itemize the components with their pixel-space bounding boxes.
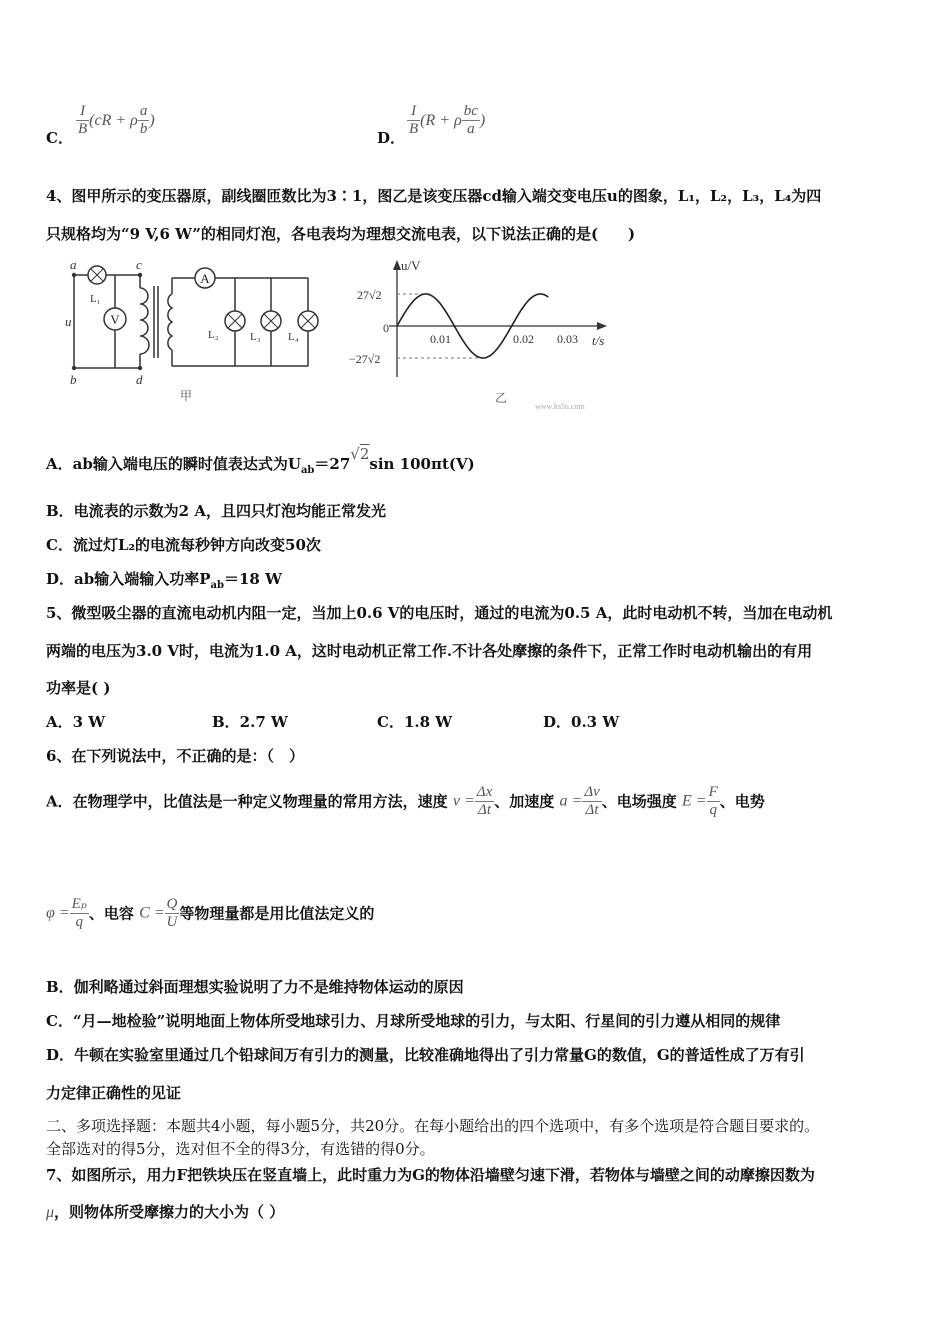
- voltmeter-label: V: [110, 312, 120, 327]
- q3-option-c-label: C．: [46, 129, 73, 147]
- q5-option-a: A．3 W: [46, 713, 106, 731]
- q4-opt-d-sub: ab: [210, 580, 224, 591]
- terminal-c-label: c: [136, 258, 142, 272]
- lamp-l3-label: L₃: [250, 331, 261, 343]
- lamp-l4-icon: [298, 311, 318, 331]
- figure-jia-circuit: [60, 258, 330, 408]
- d-inner-den: a: [467, 121, 475, 137]
- u-label: u: [65, 314, 72, 329]
- d-frac-den: B: [409, 121, 419, 137]
- q4-option-d: [46, 569, 282, 596]
- e-lhs: E =: [682, 792, 707, 810]
- phi-den: q: [75, 914, 83, 930]
- q4-opt-a-mid: ＝27: [314, 455, 351, 473]
- section2-heading-line2: 全部选对的得5分，选对但不全的得3分，有选错的得0分。: [46, 1140, 435, 1158]
- q6-option-d-line1: D．牛顿在实验室里通过几个铅球间万有引力的测量，比较准确地得出了引力常量G的数值，G的普适性成了万有引: [46, 1046, 805, 1064]
- q4-option-b: B．电流表的示数为2 A，且四只灯泡均能正常发光: [46, 502, 386, 520]
- q5-option-d: D．0.3 W: [543, 713, 620, 731]
- q6-opt-a-tail: 等物理量都是用比值法定义的: [179, 904, 375, 923]
- lamp-l1-icon: [88, 266, 106, 284]
- lamp-l2-label: L₂: [208, 329, 219, 341]
- y-tick-zero: 0: [383, 321, 389, 335]
- x-tick-0.03: 0.03: [557, 332, 578, 346]
- cap-den: U: [166, 914, 178, 930]
- q3-option-d-formula: [407, 103, 485, 138]
- caption-jia: 甲: [180, 389, 193, 403]
- q4-stem-line2: 只规格均为“9 V,6 W”的相同灯泡，各电表均为理想交流电表，以下说法正确的是( ): [46, 225, 636, 243]
- q4-opt-a-post: sin 100πt(V): [369, 455, 475, 473]
- q5-line2: 两端的电压为3.0 V时，电流为1.0 A，这时电动机正常工作.不计各处摩擦的条件下，正常工作时电动机输出的有用: [46, 642, 813, 660]
- secondary-coil: [168, 294, 172, 350]
- sqrt-icon: √2: [350, 445, 370, 463]
- sep-potential: 、电势: [719, 792, 765, 811]
- q5-line1: 5、微型吸尘器的直流电动机内阻一定，当加上0.6 V的电压时，通过的电流为0.5 A，此时电动机不转，当加在电动机: [46, 604, 833, 622]
- q7-line2: [46, 1202, 284, 1223]
- ammeter-icon: [195, 268, 215, 288]
- q6-opt-a-text1: A．在物理学中，比值法是一种定义物理量的常用方法，速度: [46, 792, 448, 811]
- q5-option-c: C．1.8 W: [377, 713, 453, 731]
- terminal-b-label: b: [70, 372, 77, 387]
- q6-option-a-line1: [46, 784, 765, 819]
- q4-opt-d-post: ＝18 W: [223, 570, 282, 588]
- x-tick-0.01: 0.01: [430, 332, 451, 346]
- c-inner-den: b: [139, 121, 148, 137]
- sep-capacitance: 、电容: [88, 904, 134, 923]
- q4-opt-a-label: A．: [46, 455, 73, 473]
- q7-line2-text: ，则物体所受摩擦力的大小为（ ）: [54, 1203, 285, 1221]
- q4-option-c: C．流过灯L₂的电流每秒钟方向改变50次: [46, 536, 321, 554]
- c-inner-num: a: [139, 103, 148, 119]
- c-lhs: C =: [139, 904, 165, 922]
- d-expr-pre: (R + ρ: [420, 112, 462, 129]
- c-expr-pre: (cR + ρ: [89, 112, 138, 129]
- phi-num: Eₚ: [71, 896, 87, 912]
- cap-num: Q: [166, 896, 178, 912]
- y-axis-label: u/V: [401, 258, 421, 273]
- q5-line3: 功率是( ): [46, 679, 111, 697]
- d-inner-num: bc: [463, 103, 478, 119]
- q3-option-c-formula: [76, 103, 155, 138]
- section2-heading-line1: 二、多项选择题：本题共4小题，每小题5分，共20分。在每小题给出的四个选项中，有多个选项是符合题目要求的。: [46, 1117, 820, 1135]
- q4-opt-d-pre: D．ab输入端输入功率P: [46, 570, 211, 588]
- q5-option-b: B．2.7 W: [212, 713, 288, 731]
- c-frac-den: B: [78, 121, 88, 137]
- c-frac-num: I: [76, 103, 89, 121]
- d-frac-num: I: [407, 103, 420, 121]
- q4-opt-a-pre: ab输入端电压的瞬时值表达式为U: [72, 455, 301, 473]
- y-axis-arrow-icon: [393, 260, 401, 270]
- sep-field: 、电场强度: [601, 792, 677, 811]
- a-den: Δt: [585, 802, 599, 818]
- q7-line1: 7、如图所示，用力F把铁块压在竖直墙上，此时重力为G的物体沿墙壁匀速下滑，若物体与墙壁之间的动摩擦因数为: [46, 1166, 815, 1184]
- v-den: Δt: [478, 802, 492, 818]
- q4-option-a: [46, 445, 475, 481]
- lamp-l1-label: L₁: [90, 293, 101, 305]
- v-lhs: v =: [452, 792, 475, 810]
- x-axis-label: t/s: [592, 333, 605, 348]
- q6-option-c: C．“月—地检验”说明地面上物体所受地球引力、月球所受地球的引力，与太阳、行星间的引力遵从相同的规律: [46, 1012, 781, 1030]
- q3-option-d-label: D．: [377, 129, 406, 147]
- q4-opt-a-radical: 2: [359, 445, 370, 463]
- mu-symbol: μ: [46, 1204, 55, 1221]
- q4-opt-a-sub: ab: [300, 465, 315, 476]
- q6-stem: 6、在下列说法中，不正确的是：（ ）: [46, 747, 304, 765]
- terminal-d-label: d: [136, 372, 143, 387]
- y-tick-max: 27√2: [357, 288, 382, 302]
- sep-accel: 、加速度: [494, 792, 555, 811]
- v-num: Δx: [476, 784, 493, 800]
- a-lhs: a =: [559, 792, 583, 810]
- a-num: Δv: [584, 784, 600, 800]
- figure-yi-chart: [345, 252, 620, 414]
- q4-stem-line1: 4、图甲所示的变压器原，副线圈匝数比为3∶1，图乙是该变压器cd输入端交变电压u的图象，L₁，L₂，L₃，L₄为四: [46, 187, 822, 205]
- c-expr-post: ): [149, 112, 155, 129]
- e-num: F: [708, 784, 718, 800]
- voltmeter-icon: [104, 308, 126, 330]
- q6-option-a-line2: [46, 896, 374, 931]
- lamp-l2-icon: [225, 311, 245, 331]
- terminal-a-label: a: [70, 258, 77, 272]
- y-tick-min: −27√2: [349, 352, 381, 366]
- x-axis-arrow-icon: [597, 322, 607, 330]
- q6-option-b: B．伽利略通过斜面理想实验说明了力不是维持物体运动的原因: [46, 978, 464, 996]
- primary-coil: [140, 288, 149, 354]
- lamp-l4-label: L₄: [288, 331, 299, 343]
- lamp-l3-icon: [261, 311, 281, 331]
- x-tick-0.02: 0.02: [513, 332, 534, 346]
- watermark: www.ks5u.com: [535, 402, 585, 411]
- phi-lhs: φ =: [46, 904, 70, 922]
- e-den: q: [709, 802, 717, 818]
- ammeter-label: A: [200, 271, 210, 286]
- caption-yi: 乙: [495, 391, 508, 405]
- d-expr-post: ): [479, 112, 486, 129]
- q6-option-d-line2: 力定律正确性的见证: [46, 1084, 182, 1102]
